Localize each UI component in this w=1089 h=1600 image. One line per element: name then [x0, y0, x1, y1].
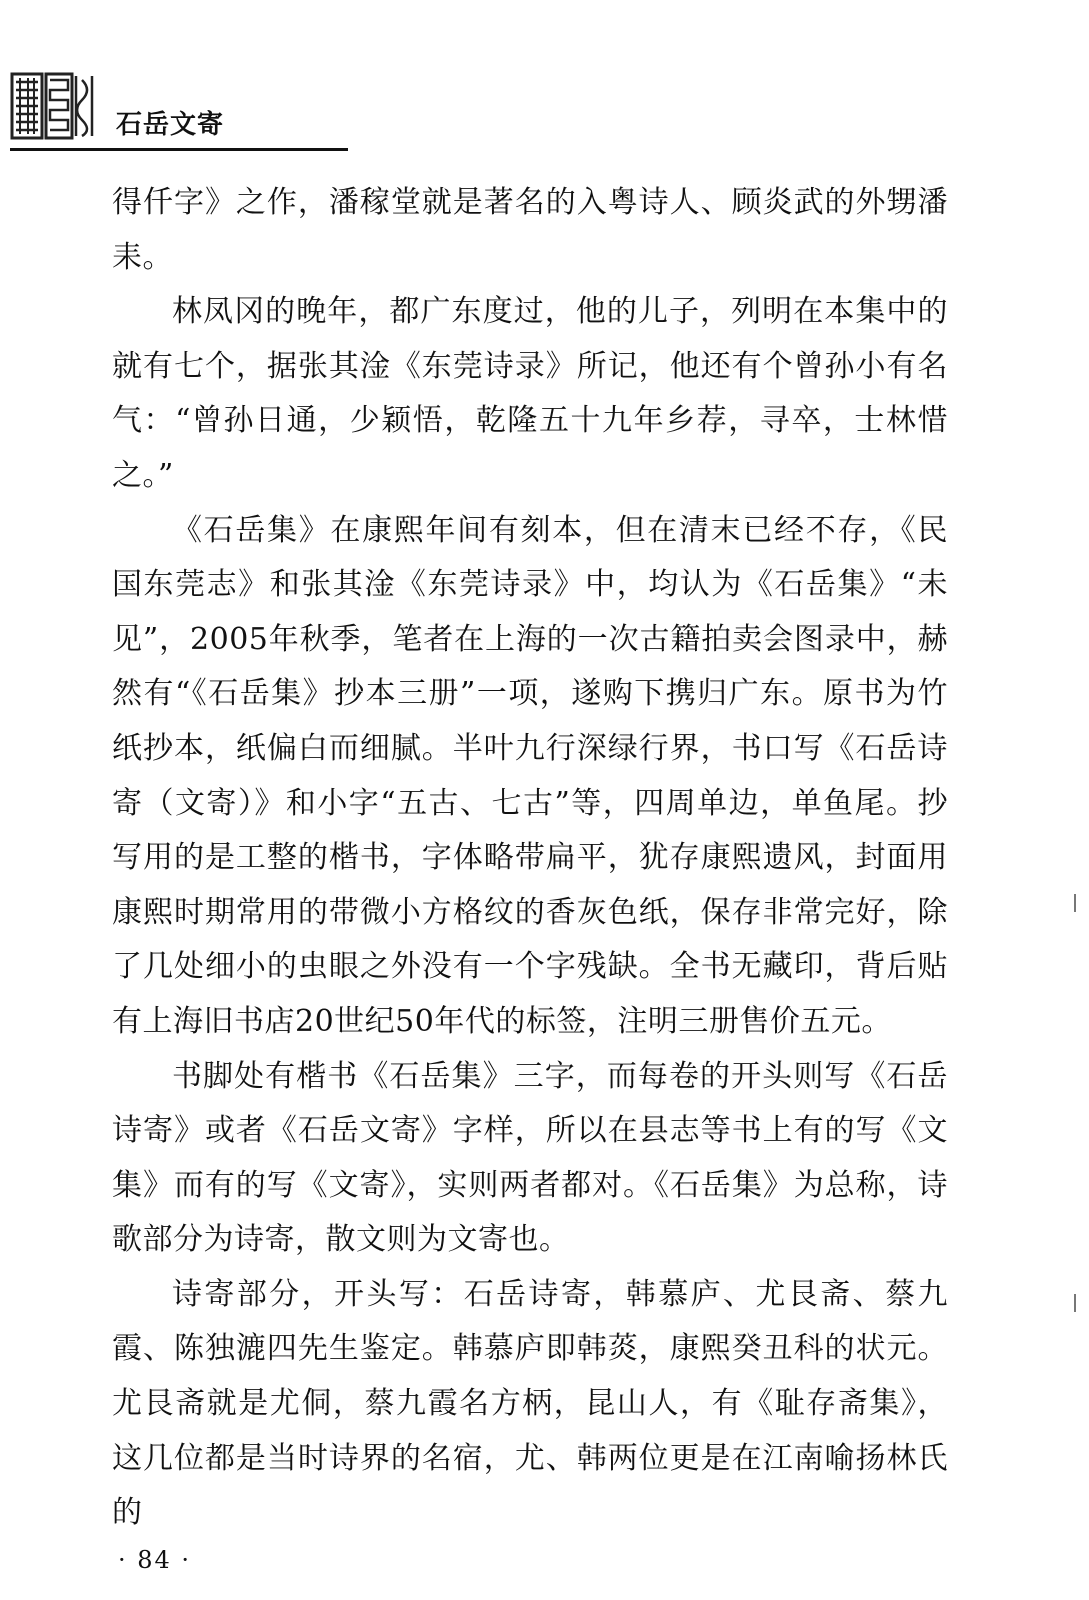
paragraph: 书脚处有楷书《石岳集》三字，而每卷的开头则写《石岳诗寄》或者《石岳文寄》字样，所以在县志等书上有的写《文集》而有的写《文寄》，实则两者都对。《石岳集》为总称，诗歌部分为诗寄，散文则为文寄也。	[112, 1058, 948, 1258]
seal-stamp-icon	[10, 70, 102, 142]
body-text	[112, 176, 948, 1541]
paragraph: 《石岳集》在康熙年间有刻本，但在清末已经不存，《民国东莞志》和张其淦《东莞诗录》中，均认为《石岳集》“未见”，2005年秋季，笔者在上海的一次古籍拍卖会图录中，赫然有“《石岳集》抄本三册”一项，遂购下携归广东。原书为竹纸抄本，纸偏白而细腻。半叶九行深绿行界，书口写《石岳诗寄（文寄）》和小字“五古、七古”等，四周单边，单鱼尾。抄写用的是工整的楷书，字体略带扁平，犹存康熙遗风，封面用康熙时期常用的带微小方格纹的香灰色纸，保存非常完好，除了几处细小的虫眼之外没有一个字残缺。全书无藏印，背后贴有上海旧书店20世纪50年代的标签，注明三册售价五元。	[112, 512, 948, 1039]
paragraph: 得仟字》之作，潘稼堂就是著名的入粤诗人、顾炎武的外甥潘耒。	[112, 185, 948, 275]
edge-mark	[1074, 1294, 1076, 1312]
paragraph: 诗寄部分，开头写：石岳诗寄，韩慕庐、尤艮斋、蔡九霞、陈独漉四先生鉴定。韩慕庐即韩菼，康熙癸丑科的状元。尤艮斋就是尤侗，蔡九霞名方柄，昆山人，有《耻存斋集》，这几位都是当时诗界的名宿，尤、韩两位更是在江南喻扬林氏的	[112, 1276, 948, 1531]
running-head-title: 石岳文寄	[116, 110, 225, 140]
header-rule	[10, 148, 348, 151]
page-number: · 84 ·	[118, 1546, 192, 1574]
paragraph: 林凤冈的晚年，都广东度过，他的儿子，列明在本集中的就有七个，据张其淦《东莞诗录》所记，他还有个曾孙小有名气：“曾孙日通，少颖悟，乾隆五十九年乡荐，寻卒，士林惜之。”	[112, 294, 948, 493]
edge-mark	[1074, 894, 1076, 912]
